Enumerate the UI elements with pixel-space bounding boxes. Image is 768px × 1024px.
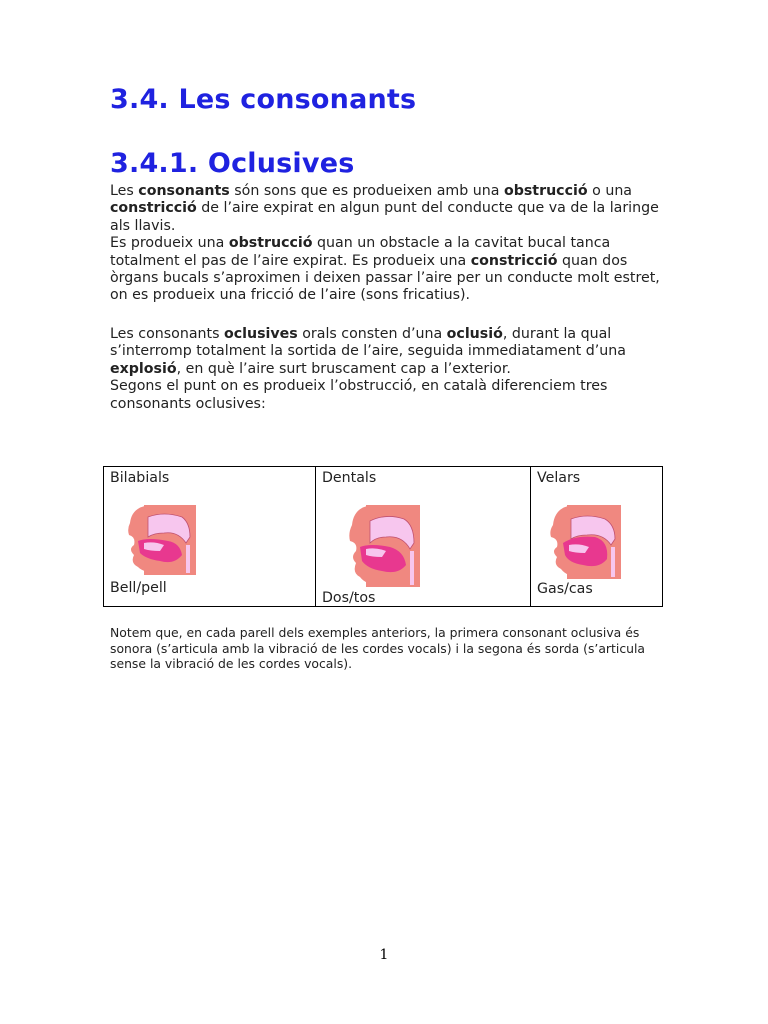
cell-example: Dos/tos [322, 590, 376, 606]
bold-term: obstrucció [228, 235, 313, 252]
cell-example: Bell/pell [110, 580, 167, 596]
cell-example: Gas/cas [537, 581, 593, 597]
bold-term: constricció [470, 252, 558, 269]
bold-term: oclusió [446, 326, 503, 342]
bold-term: obstrucció [503, 183, 588, 199]
velar-mouth-icon [545, 503, 621, 579]
bold-term: oclusives [223, 326, 298, 342]
bilabial-mouth-icon [124, 503, 196, 575]
intro-paragraph [110, 183, 670, 305]
note-paragraph: Notem que, en cada parell dels exemples anteriors, la primera consonant oclusiva és sonora (s’articula amb la vibració de les cordes vocals) i la segona és sorda (s’articula sense la vibració de les cordes vocals). [110, 625, 646, 672]
text-run: o una [587, 183, 633, 199]
text-run: Es produeix una [110, 235, 229, 252]
page-number: 1 [379, 947, 389, 963]
bold-term: explosió [110, 360, 177, 377]
text-run: Segons el punt on es produeix l’obstrucció, en català diferenciem tres consonants oclusives: [110, 378, 608, 412]
subsection-heading: 3.4.1. Oclusives [110, 148, 355, 179]
cell-title: Dentals [322, 470, 377, 486]
text-run: són sons que es produeixen amb una [229, 183, 504, 199]
text-run: Les [110, 183, 139, 199]
table-cell-velars [531, 467, 663, 607]
text-run: , en què l’aire surt bruscament cap a l’exterior. [176, 360, 511, 377]
cell-title: Velars [537, 470, 581, 486]
section-heading: 3.4. Les consonants [110, 84, 417, 115]
oclusives-paragraph [110, 326, 670, 413]
table-cell-dentals [316, 467, 531, 607]
text-run: orals consten d’una [297, 326, 447, 342]
text-run: Les consonants [110, 326, 224, 342]
bold-term: consonants [138, 183, 230, 199]
text-run: de l’aire expirat en algun punt del conducte que va de la laringe als llavis. [110, 200, 659, 234]
bold-term: constricció [110, 200, 197, 217]
text-run: quan dos òrgans bucals s’aproximen i deixen passar l’aire per un conducte molt estret, on es produeix una fricció de l’aire (sons fricatius). [110, 252, 660, 304]
cell-title: Bilabials [110, 470, 170, 486]
table-cell-bilabials [104, 467, 316, 607]
text-run: quan un obstacle a la cavitat bucal tanca totalment el pas de l’aire expirat. Es produeix una [110, 235, 611, 269]
oclusives-table [103, 466, 663, 607]
text-run: , durant la qual s’interromp totalment la sortida de l’aire, seguida immediatament d’una [110, 326, 626, 360]
dental-mouth-icon [344, 503, 420, 587]
